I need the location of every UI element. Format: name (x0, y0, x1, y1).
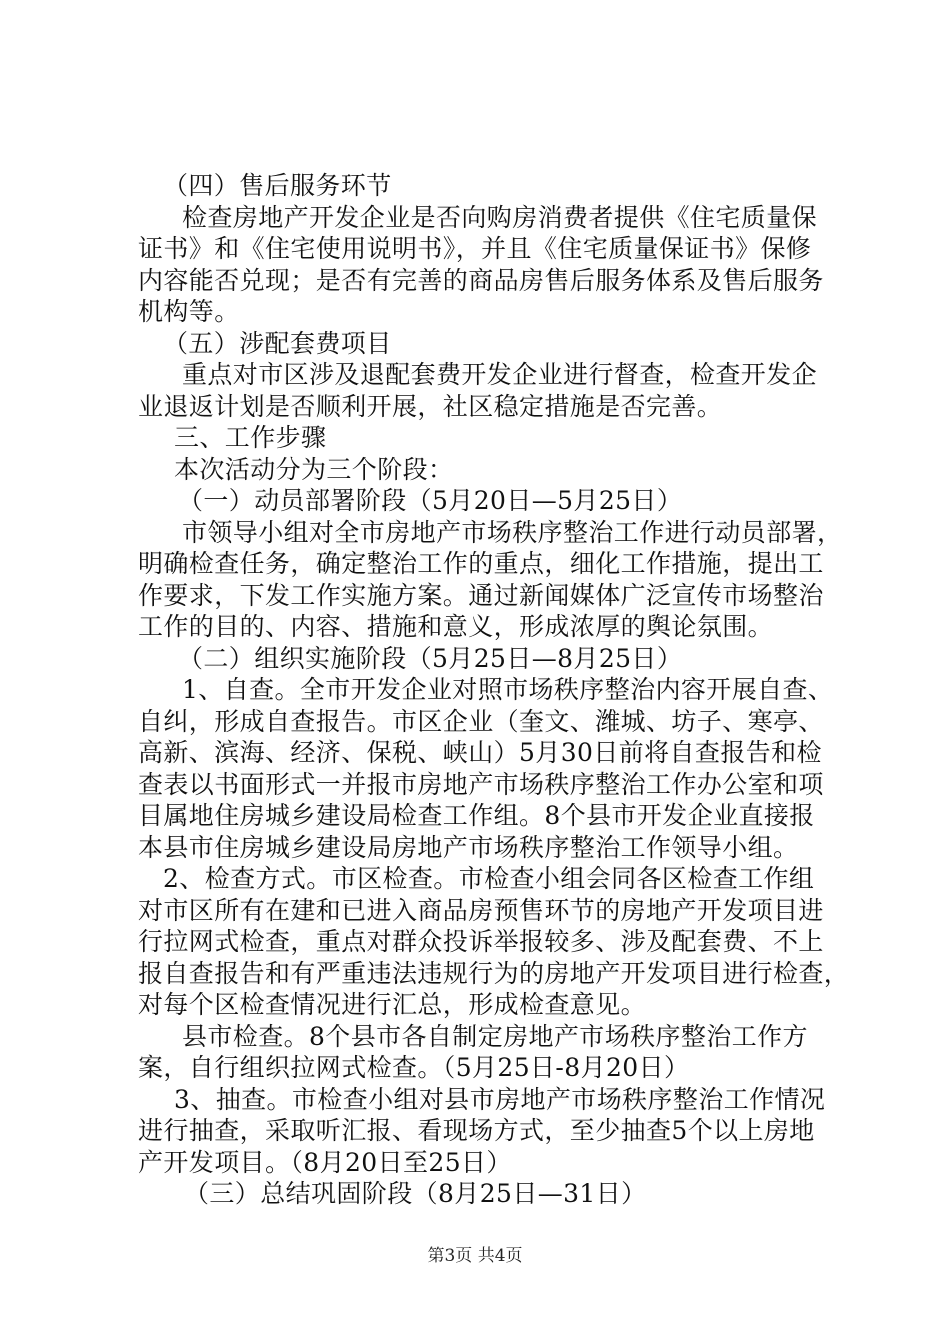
paragraph-line: 产开发项目。（8月20日至25日） (138, 1147, 512, 1177)
stage-heading-summary: （三）总结巩固阶段（8月25日—31日） (184, 1179, 647, 1208)
paragraph-line: 业退返计划是否顺利开展，社区稳定措施是否完善。 (138, 391, 723, 421)
paragraph-line: 重点对市区涉及退配套费开发企业进行督查，检查开发企 (182, 360, 818, 389)
paragraph-line: 市领导小组对全市房地产市场秩序整治工作进行动员部署， (182, 517, 843, 547)
paragraph-line: 县市检查。8个县市各自制定房地产市场秩序整治工作方 (182, 1021, 808, 1051)
paragraph-line: 案，自行组织拉网式检查。（5月25日-8月20日） (138, 1053, 690, 1082)
paragraph-line: 对每个区检查情况进行汇总，形成检查意见。 (138, 990, 647, 1019)
paragraph-line: 检查房地产开发企业是否向购房消费者提供《住宅质量保 (182, 202, 818, 232)
paragraph-line: 行拉网式检查，重点对群众投诉举报较多、涉及配套费、不上 (138, 927, 824, 956)
stage-heading-mobilization: （一）动员部署阶段（5月20日—5月25日） (178, 486, 683, 515)
page-number-footer: 第3页 共4页 (427, 1246, 523, 1266)
paragraph-line: 对市区所有在建和已进入商品房预售环节的房地产开发项目进 (138, 895, 824, 925)
paragraph-line: 1、自查。全市开发企业对照市场秩序整治内容开展自查、 (182, 675, 834, 704)
section-heading-work-steps: 三、工作步骤 (174, 423, 327, 452)
paragraph-line: 自纠，形成自查报告。市区企业（奎文、潍城、坊子、寒亭、 (138, 706, 824, 736)
paragraph-line: 报自查报告和有严重违法违规行为的房地产开发项目进行检查， (138, 958, 850, 988)
paragraph-line: 目属地住房城乡建设局检查工作组。8个县市开发企业直接报 (138, 801, 815, 830)
paragraph-line: 2、检查方式。市区检查。市检查小组会同各区检查工作组 (163, 864, 815, 893)
paragraph-line: 高新、滨海、经济、保税、峡山）5月30日前将自查报告和检 (138, 738, 822, 767)
paragraph-line: 工作的目的、内容、措施和意义，形成浓厚的舆论氛围。 (138, 612, 774, 641)
paragraph-line: 证书》和《住宅使用说明书》，并且《住宅质量保证书》保修 (138, 234, 812, 263)
paragraph-line: 本次活动分为三个阶段： (174, 454, 454, 484)
document-body (138, 170, 850, 1210)
paragraph-line: 机构等。 (138, 297, 240, 326)
paragraph-line: 本县市住房城乡建设局房地产市场秩序整治工作领导小组。 (138, 832, 799, 862)
stage-heading-implementation: （二）组织实施阶段（5月25日—8月25日） (178, 643, 683, 673)
section-heading-supporting-fees: （五）涉配套费项目 (163, 328, 392, 358)
paragraph-line: 作要求，下发工作实施方案。通过新闻媒体广泛宣传市场整治 (138, 580, 824, 610)
paragraph-line: 明确检查任务，确定整治工作的重点，细化工作措施，提出工 (138, 549, 824, 578)
section-heading-after-sales: （四）售后服务环节 (163, 171, 392, 200)
paragraph-line: 内容能否兑现；是否有完善的商品房售后服务体系及售后服务 (138, 265, 824, 295)
paragraph-line: 进行抽查，采取听汇报、看现场方式，至少抽查5个以上房地 (138, 1116, 815, 1145)
paragraph-line: 3、抽查。市检查小组对县市房地产市场秩序整治工作情况 (174, 1084, 826, 1114)
paragraph-line: 查表以书面形式一并报市房地产市场秩序整治工作办公室和项 (138, 769, 824, 799)
